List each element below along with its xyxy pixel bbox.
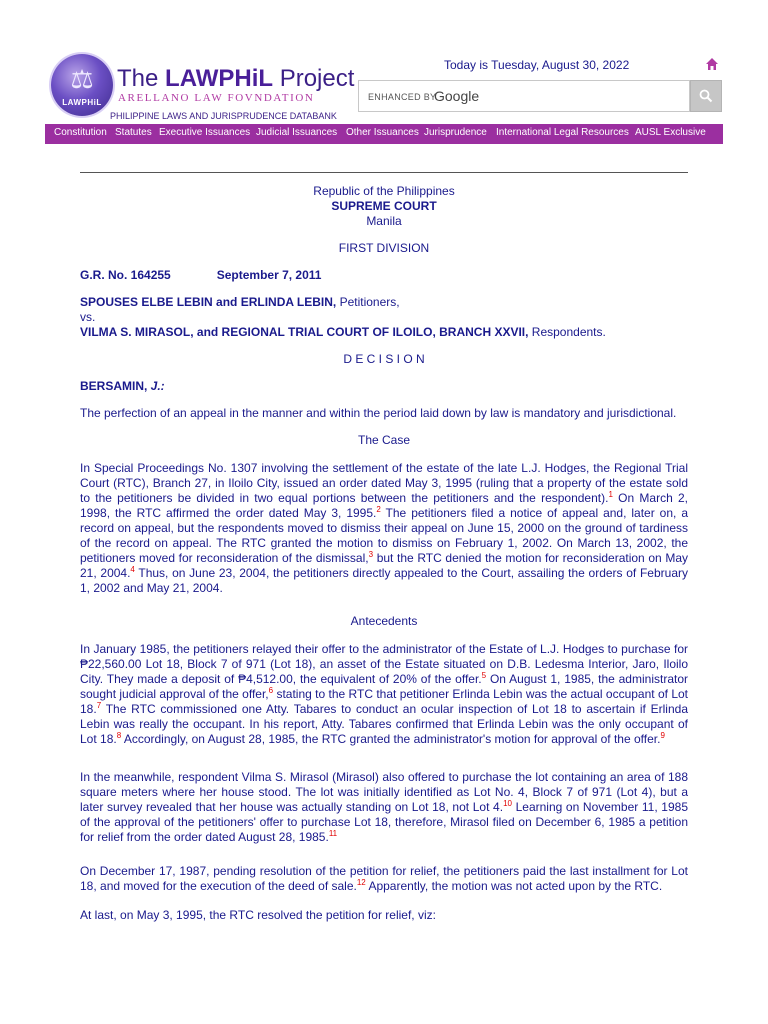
respondents-names: VILMA S. MIRASOL, and REGIONAL TRIAL COURT OF ILOILO, BRANCH XXVII, bbox=[80, 325, 529, 339]
text-run: Accordingly, on August 28, 1985, the RTC granted the administrator's motion for approval of the offer. bbox=[121, 732, 661, 746]
main-nav bbox=[45, 124, 723, 144]
footnote-link-12[interactable]: 12 bbox=[356, 878, 366, 887]
search-input[interactable] bbox=[358, 80, 690, 112]
text-run: The RTC commissioned one Atty. Tabares to conduct an ocular inspection of Lot 18 to ascertain if Erlinda Lebin was really the occupant. In his report, Atty. Tabares confirmed that Erlinda Lebin was the only occupant of Lot 18. bbox=[80, 702, 688, 746]
paragraph-antecedents-2 bbox=[80, 770, 688, 845]
search-google-label: Google bbox=[434, 88, 480, 104]
text-run: On March 2, 1998, the RTC affirmed the order dated May 3, 1995. bbox=[80, 491, 689, 520]
respondents-label: Respondents. bbox=[528, 325, 606, 339]
text-run: Thus, on June 23, 2004, the petitioners directly appealed to the Court, assailing the orders of February 1, 2002 and May 21, 2004. bbox=[80, 566, 688, 595]
intro-paragraph: The perfection of an appeal in the manner and within the period laid down by law is mandatory and jurisdictional. bbox=[80, 406, 677, 420]
text-run: On August 1, 1985, the administrator sought judicial approval of the offer, bbox=[80, 672, 688, 701]
ponente bbox=[80, 379, 688, 394]
heading-the-case: The Case bbox=[357, 433, 411, 447]
footnote-link-4[interactable]: 4 bbox=[130, 565, 135, 574]
ponente-name: BERSAMIN, bbox=[80, 379, 148, 393]
respondents bbox=[80, 325, 688, 340]
title-prefix: The bbox=[117, 65, 166, 92]
title-brand: LAWPHiL bbox=[165, 65, 274, 92]
nav-ausl-exclusive[interactable]: AUSL Exclusive bbox=[635, 127, 706, 138]
division: FIRST DIVISION bbox=[338, 241, 430, 255]
search-button[interactable] bbox=[690, 80, 722, 112]
heading-antecedents: Antecedents bbox=[350, 614, 418, 628]
footnote-link-8[interactable]: 8 bbox=[116, 731, 122, 740]
footnote-link-11[interactable]: 11 bbox=[328, 829, 338, 838]
paragraph-antecedents-4: At last, on May 3, 1995, the RTC resolved the petition for relief, viz: bbox=[80, 908, 436, 922]
footnote-link-3[interactable]: 3 bbox=[368, 550, 374, 559]
footnote-link-10[interactable]: 10 bbox=[503, 799, 512, 808]
paragraph-antecedents-1 bbox=[80, 642, 688, 747]
court-name: SUPREME COURT bbox=[331, 199, 437, 213]
site-subtitle: ARELLANO LAW FOVNDATION bbox=[118, 92, 315, 104]
scales-of-justice-icon: ⚖ bbox=[70, 65, 94, 95]
republic-line: Republic of the Philippines bbox=[313, 184, 455, 198]
seal-label: LAWPHiL bbox=[62, 98, 102, 107]
text-run: but the RTC denied the motion for reconsideration on May 21, 2004. bbox=[80, 551, 689, 580]
search-icon bbox=[699, 89, 713, 103]
text-run: The petitioners filed a notice of appeal and, later on, a record on appeal, but the respondents moved to dismiss their appeal on June 15, 2000 on the ground of tardiness of the record on appeal. The RTC granted the motion to dismiss on February 1, 2002. On March 13, 2002, the petitioners moved for reconsideration of the dismissal, bbox=[80, 506, 688, 565]
nav-executive-issuances[interactable]: Executive Issuances bbox=[159, 127, 251, 138]
text-run: In January 1985, the petitioners relayed their offer to the administrator of the Estate of L.J. Hodges to purchase for ₱22,560.00 Lot 18, Block 7 of 971 (Lot 18), an asset of the Estate situated on D.B. Ledesma Interior, Jaro, Iloilo City. They made a deposit of ₱4,512.00, the equivalent of 20% of the offer. bbox=[80, 642, 688, 686]
text-run: On December 17, 1987, pending resolution of the petition for relief, the petitioners paid the last installment for Lot 18, and moved for the execution of the deed of sale. bbox=[80, 864, 688, 893]
home-icon[interactable] bbox=[705, 57, 719, 71]
nav-jurisprudence[interactable]: Jurisprudence bbox=[424, 127, 487, 138]
search-enhanced-label: ENHANCED BY bbox=[368, 92, 437, 102]
nav-constitution[interactable]: Constitution bbox=[54, 127, 107, 138]
footnote-link-9[interactable]: 9 bbox=[660, 731, 665, 740]
text-run: In Special Proceedings No. 1307 involving the settlement of the estate of the late L.J. Hodges, the Regional Trial Court (RTC), Branch 27, in Iloilo City, issued an order dated May 3, 1995 (ruling that a property of the estate sold to the petitioners be divided in two equal portions between the petitioners and the respondent). bbox=[80, 461, 688, 505]
text-run: Apparently, the motion was not acted upon by the RTC. bbox=[365, 879, 663, 893]
versus: vs. bbox=[80, 310, 96, 324]
gr-number: G.R. No. 164255 bbox=[80, 268, 171, 282]
decision-heading: D E C I S I O N bbox=[343, 352, 425, 366]
nav-judicial-issuances[interactable]: Judicial Issuances bbox=[256, 127, 338, 138]
ponente-title: J.: bbox=[147, 379, 165, 393]
text-run: stating to the RTC that petitioner Erlinda Lebin was the actual occupant of Lot 18. bbox=[80, 687, 689, 716]
lawphil-seal-logo[interactable] bbox=[51, 54, 113, 116]
nav-other-issuances[interactable]: Other Issuances bbox=[346, 127, 419, 138]
footnote-link-6[interactable]: 6 bbox=[268, 686, 274, 695]
footnote-link-2[interactable]: 2 bbox=[376, 505, 381, 514]
footnote-link-5[interactable]: 5 bbox=[481, 671, 487, 680]
site-databank-label: PHILIPPINE LAWS AND JURISPRUDENCE DATABANK bbox=[110, 111, 337, 121]
site-title[interactable] bbox=[117, 66, 354, 92]
nav-statutes[interactable]: Statutes bbox=[115, 127, 152, 138]
today-date: Today is Tuesday, August 30, 2022 bbox=[444, 58, 630, 72]
text-run: In the meanwhile, respondent Vilma S. Mirasol (Mirasol) also offered to purchase the lot containing an area of 188 square meters where her house stood. The lot was initially identified as Lot No. 4, Block 7 of 971 (Lot 4), but a later survey revealed that her house was actually standing on Lot 18, not Lot 4. bbox=[80, 770, 688, 814]
header-divider bbox=[80, 172, 688, 173]
petitioners bbox=[80, 295, 688, 310]
petitioners-names: SPOUSES ELBE LEBIN and ERLINDA LEBIN, bbox=[80, 295, 337, 309]
footnote-link-7[interactable]: 7 bbox=[96, 701, 102, 710]
footnote-link-1[interactable]: 1 bbox=[608, 490, 613, 499]
nav-international-legal-resources[interactable]: International Legal Resources bbox=[496, 127, 629, 138]
case-header bbox=[80, 268, 688, 283]
paragraph-antecedents-3 bbox=[80, 864, 688, 894]
paragraph-the-case bbox=[80, 461, 688, 596]
decision-date: September 7, 2011 bbox=[216, 268, 322, 282]
petitioners-label: Petitioners, bbox=[336, 295, 400, 309]
title-suffix: Project bbox=[273, 65, 355, 92]
text-run: Learning on November 11, 1985 of the approval of the petitioners' offer to purchase Lot 18, therefore, Mirasol filed on December 6, 1985 a petition for relief from the order dated August 28, 1985. bbox=[80, 800, 689, 844]
court-city: Manila bbox=[366, 214, 402, 228]
